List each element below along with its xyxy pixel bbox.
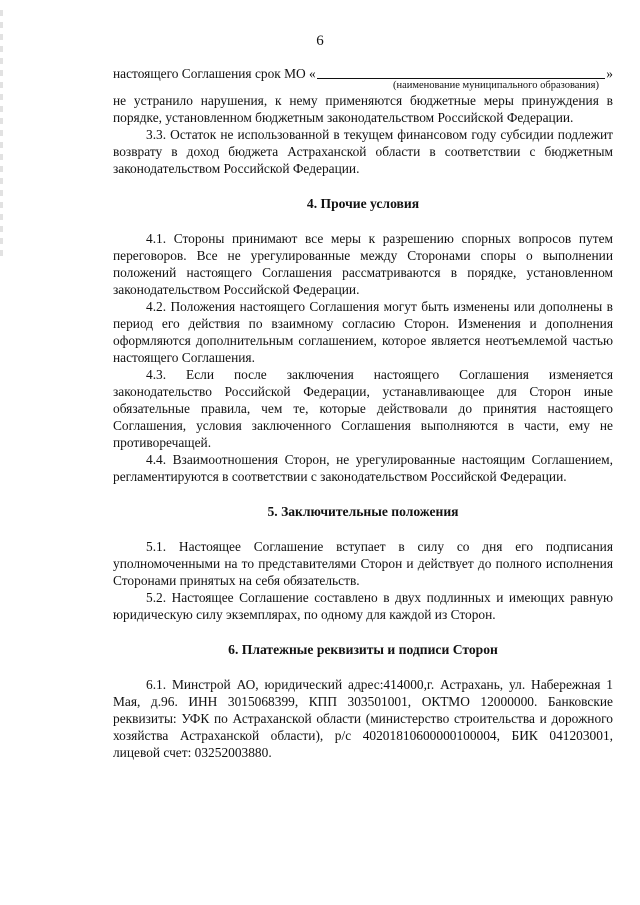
clause-5-1: 5.1. Настоящее Соглашение вступает в силу со дня его подписания уполномоченными на то представителями Сторон и действует до полного исполнения Сторонами принятых на себя обязательств.: [113, 539, 613, 588]
municipality-caption: (наименование муниципального образования): [392, 80, 599, 91]
clause-4-3: 4.3. Если после заключения настоящего Соглашения изменяется законодательство Российской Федерации, устанавливающее для Сторон иные обязательные правила, чем те, которые действовали до принятия настоящего Соглашения, условия заключенного Соглашения выполняются в части, ему не противоречащей.: [113, 367, 613, 450]
section-6-title: 6. Платежные реквизиты и подписи Сторон: [228, 642, 498, 657]
clause-4-1: 4.1. Стороны принимают все меры к разрешению спорных вопросов путем переговоров. Все не урегулированные между Сторонами споры о выполнении положений настоящего Соглашения рассматриваются в порядке, установленном законодательством Российской Федерации.: [113, 231, 613, 297]
section-4-title: 4. Прочие условия: [306, 196, 420, 211]
municipality-blank-field: [317, 65, 606, 79]
clause-6-1: 6.1. Минстрой АО, юридический адрес:414000,г. Астрахань, ул. Набережная 1 Мая, д.96. ИНН 3015068399, КПП 303501001, ОКТМО 12000000. Банковские реквизиты: УФК по Астраханской области (министерство строительства и дорожного хозяйства Астраханской области), р/с 40201810600000100004, БИК 041203001, лицевой счет: 03252003880.: [113, 677, 613, 760]
page-number: 6: [316, 33, 324, 49]
clause-4-4: 4.4. Взаимоотношения Сторон, не урегулированные настоящим Соглашением, регламентируются в соответствии с законодательством Российской Федерации.: [113, 452, 613, 484]
clause-4-2: 4.2. Положения настоящего Соглашения могут быть изменены или дополнены в период его действия по взаимному согласию Сторон. Изменения и дополнения оформляются дополнительным соглашением, которое является неотъемлемой частью настоящего Соглашения.: [113, 299, 613, 365]
clause-5-2: 5.2. Настоящее Соглашение составлено в двух подлинных и имеющих равную юридическую силу экземплярах, по одному для каждой из Сторон.: [113, 590, 613, 622]
municipality-lead-text: настоящего Соглашения срок МО «: [113, 66, 316, 81]
intro-continuation: не устранило нарушения, к нему применяются бюджетные меры принуждения в порядке, установленном бюджетным законодательством Российской Федерации.: [113, 93, 613, 125]
municipality-close-quote: »: [606, 66, 613, 81]
section-5-title: 5. Заключительные положения: [267, 504, 459, 519]
document-body: [113, 65, 613, 761]
clause-3-3: 3.3. Остаток не использованной в текущем финансовом году субсидии подлежит возврату в доход бюджета Астраханской области в соответствии с бюджетным законодательством Российской Федерации.: [113, 127, 613, 176]
